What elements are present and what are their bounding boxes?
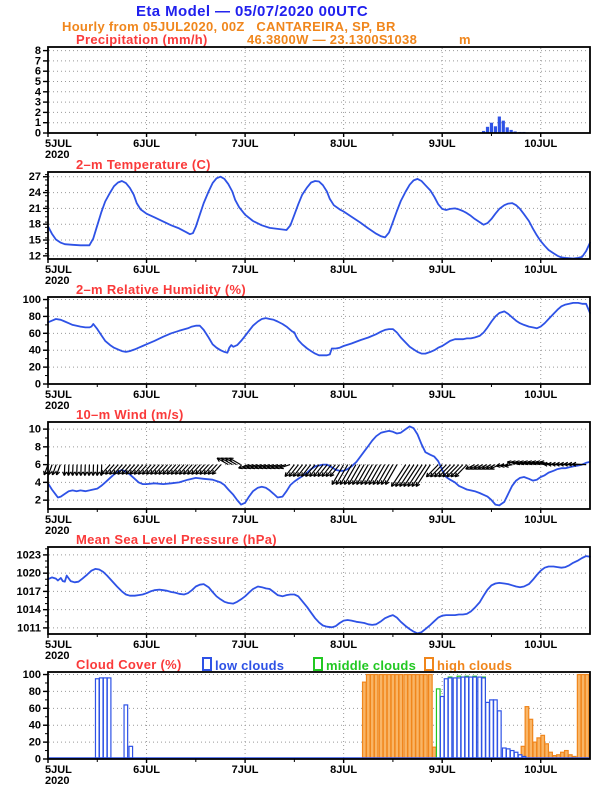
station-elevation-unit: m (459, 32, 471, 47)
legend-low-clouds-label: low clouds (215, 658, 285, 673)
svg-text:8: 8 (34, 441, 41, 454)
svg-text:10: 10 (28, 423, 41, 436)
svg-text:0: 0 (34, 753, 41, 766)
humidity-panel-title: 2–m Relative Humidity (%) (76, 282, 247, 297)
svg-text:40: 40 (28, 344, 41, 357)
svg-text:1011: 1011 (17, 622, 41, 635)
svg-text:7JUL: 7JUL (231, 389, 259, 401)
svg-text:9JUL: 9JUL (428, 764, 456, 776)
svg-text:10JUL: 10JUL (524, 138, 558, 150)
svg-text:5JUL: 5JUL (45, 764, 72, 776)
svg-text:0: 0 (34, 127, 41, 140)
svg-text:9JUL: 9JUL (428, 138, 456, 150)
svg-text:12: 12 (28, 250, 41, 263)
svg-text:7JUL: 7JUL (231, 138, 259, 150)
svg-text:5: 5 (34, 76, 41, 89)
svg-text:2020: 2020 (45, 775, 70, 787)
svg-text:18: 18 (28, 218, 41, 231)
svg-text:9JUL: 9JUL (428, 389, 456, 401)
svg-text:2020: 2020 (45, 650, 70, 662)
svg-text:6JUL: 6JUL (133, 389, 160, 401)
svg-text:8JUL: 8JUL (330, 389, 358, 401)
svg-text:10JUL: 10JUL (524, 389, 558, 401)
svg-text:8: 8 (34, 45, 41, 58)
svg-text:24: 24 (28, 187, 41, 200)
svg-text:5JUL: 5JUL (45, 264, 72, 276)
station-coordinates: 46.3800W — 23.1300S (247, 32, 388, 47)
svg-text:27: 27 (28, 171, 41, 184)
svg-text:40: 40 (28, 719, 41, 732)
svg-text:60: 60 (28, 702, 41, 715)
svg-text:7JUL: 7JUL (231, 764, 259, 776)
svg-text:4: 4 (34, 476, 41, 489)
svg-text:15: 15 (28, 234, 41, 247)
page-title: Eta Model — 05/07/2020 00UTC (136, 3, 369, 20)
svg-text:9JUL: 9JUL (428, 639, 456, 651)
svg-text:6JUL: 6JUL (133, 138, 160, 150)
svg-text:7JUL: 7JUL (231, 514, 259, 526)
wind-panel-title: 10–m Wind (m/s) (76, 407, 184, 422)
legend-high-clouds-label: high clouds (437, 658, 513, 673)
svg-text:8JUL: 8JUL (330, 514, 358, 526)
svg-text:100: 100 (22, 669, 41, 682)
svg-text:21: 21 (28, 202, 41, 215)
precipitation-panel-title: Precipitation (mm/h) (76, 32, 208, 47)
svg-text:6: 6 (34, 65, 41, 78)
svg-text:1017: 1017 (16, 585, 41, 598)
svg-text:7: 7 (34, 55, 41, 68)
svg-text:9JUL: 9JUL (428, 264, 456, 276)
svg-text:5JUL: 5JUL (45, 514, 72, 526)
svg-text:8JUL: 8JUL (330, 639, 358, 651)
svg-text:20: 20 (28, 736, 41, 749)
svg-text:6JUL: 6JUL (133, 264, 160, 276)
svg-text:2020: 2020 (45, 525, 70, 537)
svg-text:7JUL: 7JUL (231, 264, 259, 276)
svg-text:5JUL: 5JUL (45, 138, 72, 150)
svg-text:2020: 2020 (45, 149, 70, 161)
station-elevation: 1038 (387, 32, 418, 47)
svg-text:60: 60 (28, 327, 41, 340)
page-subtitle: Hourly from 05JUL2020, 00Z CANTAREIRA, SP, BR (62, 19, 396, 34)
svg-text:10JUL: 10JUL (524, 264, 558, 276)
svg-text:80: 80 (28, 685, 41, 698)
temperature-panel-title: 2–m Temperature (C) (76, 157, 211, 172)
svg-text:4: 4 (34, 86, 41, 99)
svg-text:10JUL: 10JUL (524, 514, 558, 526)
svg-text:8JUL: 8JUL (330, 138, 358, 150)
svg-text:7JUL: 7JUL (231, 639, 259, 651)
svg-text:20: 20 (28, 361, 41, 374)
svg-text:6JUL: 6JUL (133, 764, 160, 776)
svg-text:8JUL: 8JUL (330, 764, 358, 776)
svg-text:1014: 1014 (16, 604, 41, 617)
legend-middle-clouds-label: middle clouds (326, 658, 417, 673)
svg-text:1023: 1023 (16, 549, 41, 562)
svg-text:2: 2 (34, 494, 41, 507)
svg-text:2: 2 (34, 106, 41, 119)
cloud-panel-title: Cloud Cover (%) (76, 657, 182, 672)
svg-text:10JUL: 10JUL (524, 639, 558, 651)
svg-text:6: 6 (34, 459, 41, 472)
pressure-panel-title: Mean Sea Level Pressure (hPa) (76, 532, 277, 547)
svg-text:1: 1 (34, 117, 41, 130)
svg-text:5JUL: 5JUL (45, 639, 72, 651)
svg-text:80: 80 (28, 310, 41, 323)
svg-text:6JUL: 6JUL (133, 639, 160, 651)
svg-text:9JUL: 9JUL (428, 514, 456, 526)
svg-text:0: 0 (34, 378, 41, 391)
svg-text:2020: 2020 (45, 400, 70, 412)
svg-text:3: 3 (34, 96, 41, 109)
svg-text:5JUL: 5JUL (45, 389, 72, 401)
svg-text:6JUL: 6JUL (133, 514, 160, 526)
svg-text:8JUL: 8JUL (330, 264, 358, 276)
svg-text:2020: 2020 (45, 275, 70, 287)
svg-text:1020: 1020 (16, 567, 41, 580)
svg-text:100: 100 (22, 294, 41, 307)
svg-text:10JUL: 10JUL (524, 764, 558, 776)
